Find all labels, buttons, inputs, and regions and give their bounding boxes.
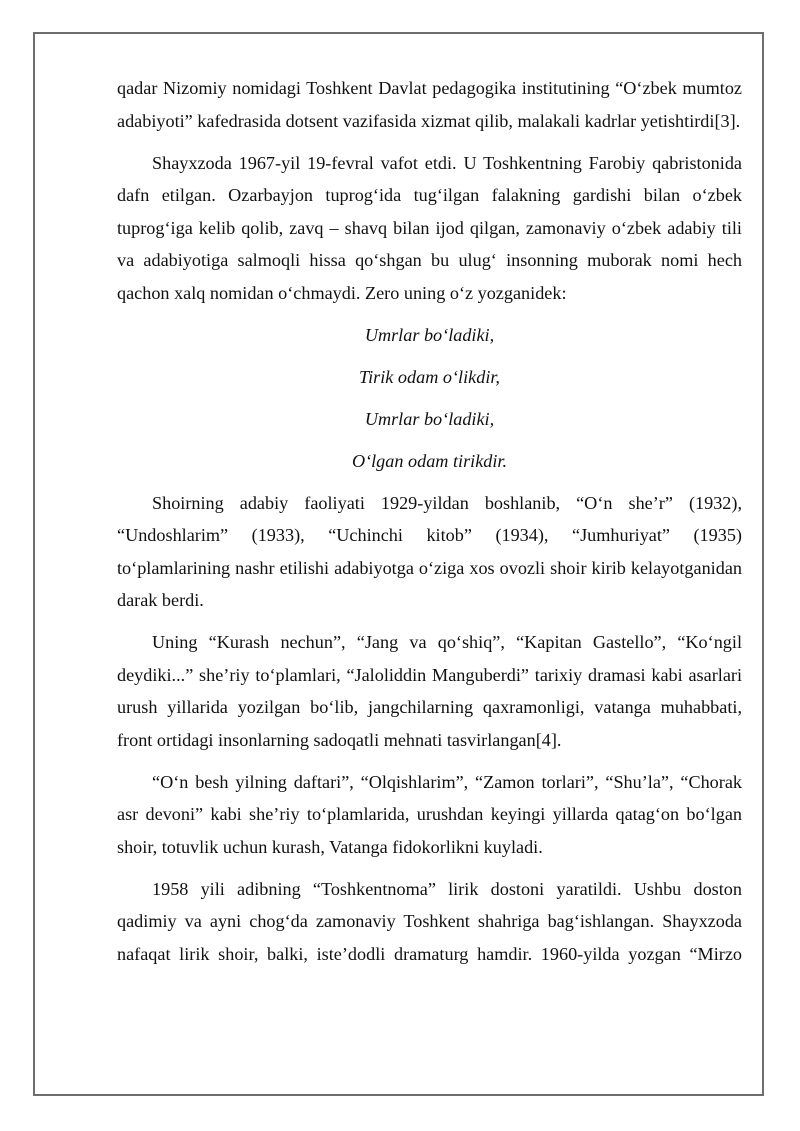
- poem-line: Tirik odam o‘likdir,: [359, 366, 500, 387]
- paragraph: Shayxzoda 1967-yil 19-fevral vafot etdi. U Toshkentning Farobiy qabristonida dafn etilgan. Ozarbayjon tuprog‘ida tug‘ilgan falakning gardishi bilan o‘zbek tuprog‘iga kelib qolib, zavq – shavq bilan ijod qilgan, zamonaviy o‘zbek adabiy tili va adabiyotiga salmoqli hissa qo‘shgan bu ulug‘ insonning muborak nomi hech qachon xalq nomidan o‘chmaydi. Zero uning o‘z yozganidek:: [117, 152, 742, 303]
- poem-line: O‘lgan odam tirikdir.: [351, 450, 508, 471]
- paragraph: Shoirning adabiy faoliyati 1929-yildan boshlanib, “O‘n she’r” (1932), “Undoshlarim” (1933), “Uchinchi kitob” (1934), “Jumhuriyat” (1935) to‘plamlarining nashr etilishi adabiyotga o‘ziga xos ovozli shoir kirib kelayotganidan darak berdi.: [117, 492, 742, 610]
- document-body: [117, 72, 742, 980]
- paragraph: 1958 yili adibning “Toshkentnoma” lirik dostoni yaratildi. Ushbu doston qadimiy va ayni chog‘da zamonaviy Toshkent shahriga bag‘ishlangan. Shayxzoda nafaqat lirik shoir, balki, iste’dodli dramaturg hamdir. 1960-yilda yozgan “Mirzo: [117, 878, 742, 964]
- poem-quote: [117, 319, 742, 478]
- paragraph: Uning “Kurash nechun”, “Jang va qo‘shiq”, “Kapitan Gastello”, “Ko‘ngil deydiki...” she’riy to‘plamlari, “Jaloliddin Manguberdi” tarixiy dramasi kabi asarlari urush yillarida yozilgan bo‘lib, jangchilarning qaxramonligi, vatanga muhabbati, front ortidagi insonlarning sadoqatli mehnati tasvirlangan[4].: [117, 632, 742, 750]
- paragraph: qadar Nizomiy nomidagi Toshkent Davlat pedagogika institutining “O‘zbek mumtoz adabiyoti” kafedrasida dotsent vazifasida xizmat qilib, malakali kadrlar yetishtirdi[3].: [117, 78, 742, 131]
- poem-line: Umrlar bo‘ladiki,: [364, 408, 495, 429]
- paragraph: “O‘n besh yilning daftari”, “Olqishlarim”, “Zamon torlari”, “Shu’la”, “Chorak asr devoni” kabi she’riy to‘plamlarida, urushdan keyingi yillarda qatag‘on bo‘lgan shoir, totuvlik uchun kurash, Vatanga fidokorlikni kuyladi.: [117, 771, 742, 857]
- poem-line: Umrlar bo‘ladiki,: [364, 324, 495, 345]
